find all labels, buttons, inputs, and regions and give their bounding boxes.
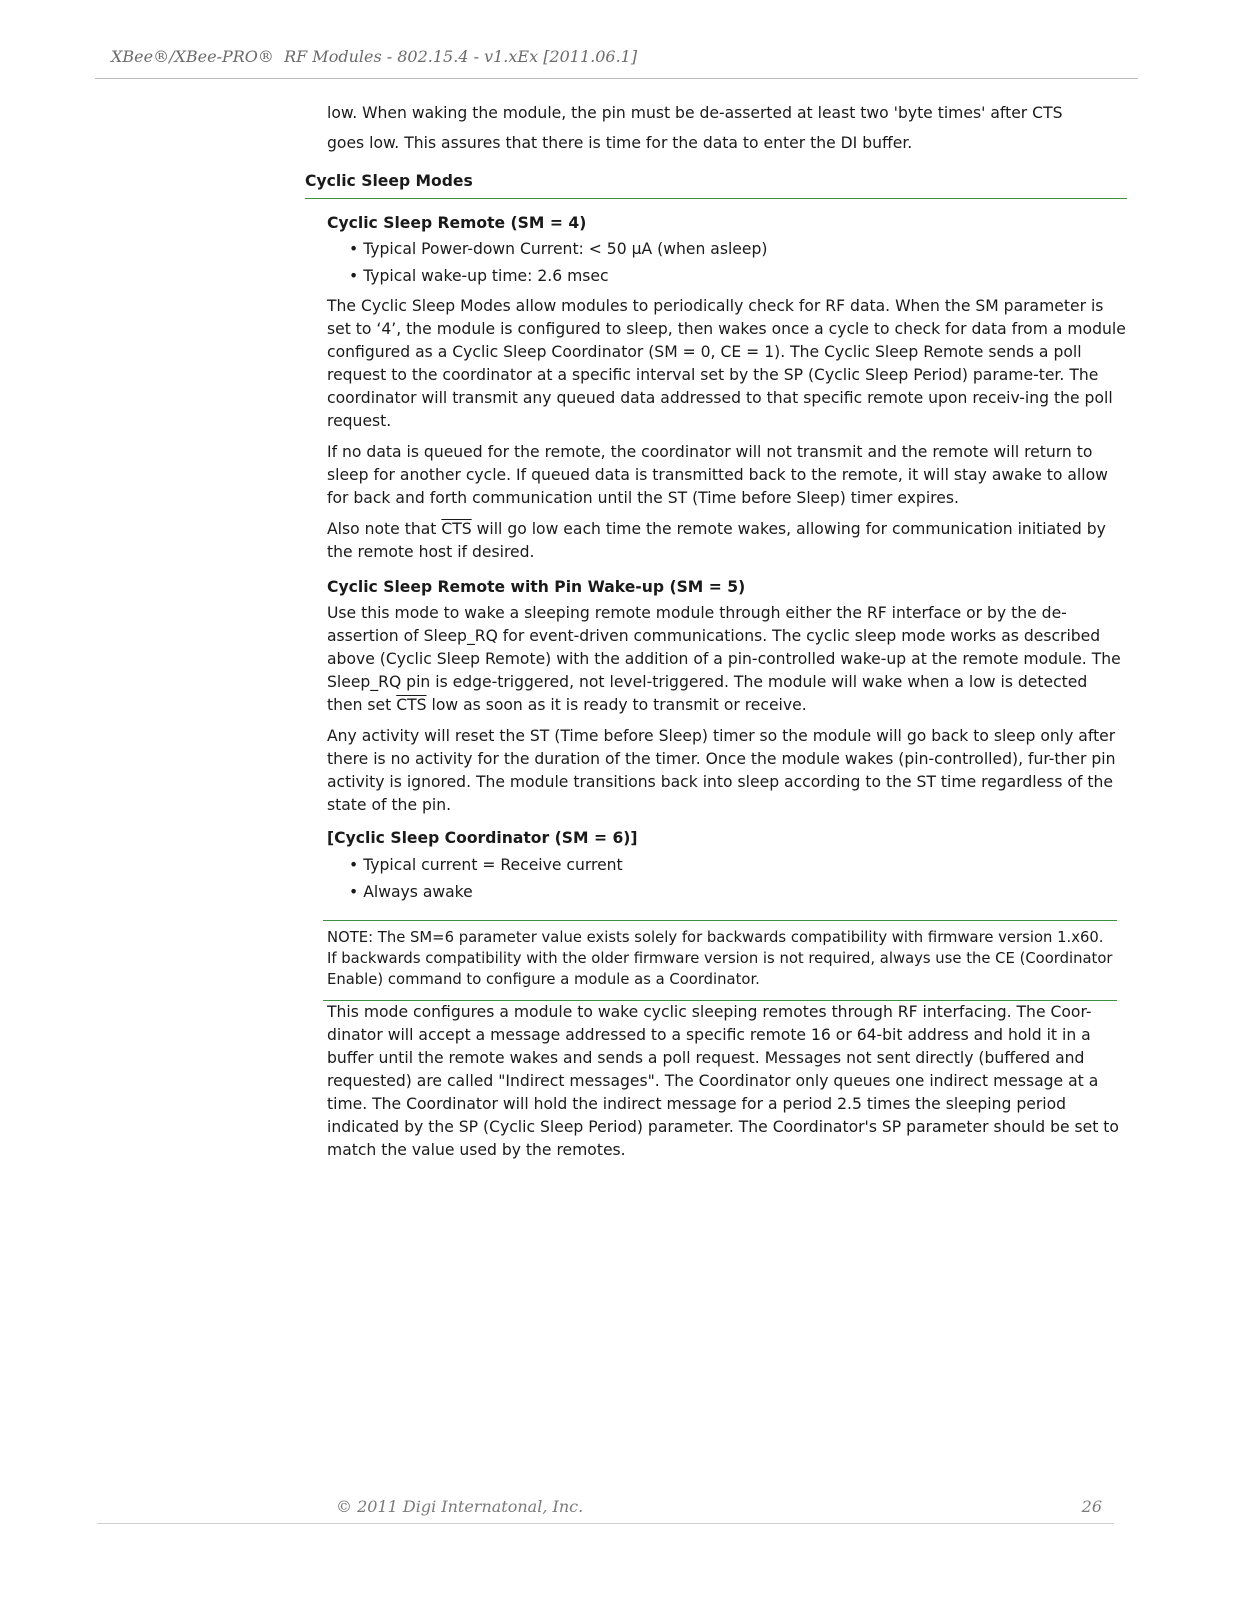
page-body (305, 98, 1127, 1170)
pin-wakeup-p1-text-before: Use this mode to wake a sleeping remote module through either the RF interface or by the de-assertion of Sleep_RQ for event-driven communications. The cyclic sleep mode works as described above (Cyclic Sleep Remote) with the addition of a pin-controlled wake-up at the remote module. The Sleep_RQ pin is edge-triggered, not level-triggered. The module will wake when a low is detected then set (327, 604, 1121, 714)
pin-wakeup-paragraph-1 (327, 602, 1127, 717)
pin-wakeup-heading: Cyclic Sleep Remote with Pin Wake-up (SM = 5) (327, 578, 746, 596)
footer-divider (97, 1523, 1114, 1524)
coordinator-bullet-list (327, 852, 1127, 906)
remote-paragraph-1: The Cyclic Sleep Modes allow modules to periodically check for RF data. When the SM parameter is set to ‘4’, the module is configured to sleep, then wakes once a cycle to check for data from a module configured as a Cyclic Sleep Coordinator (SM = 0, CE = 1). The Cyclic Sleep Remote sends a poll request to the coordinator at a specific interval set by the SP (Cyclic Sleep Period) parame-ter. The coordinator will transmit any queued data addressed to that specific remote upon receiv-ing the poll request. (327, 297, 1126, 430)
note-box: NOTE: The SM=6 parameter value exists solely for backwards compatibility with firmware version 1.x60. If backwards compatibility with the older firmware version is not required, always use the CE (Coordinator Enable) command to configure a module as a Coordinator. (323, 920, 1117, 1001)
page-footer (336, 1497, 1102, 1516)
coordinator-paragraph: This mode configures a module to wake cyclic sleeping remotes through RF interfacing. The Coor-dinator will accept a message addressed to a specific remote 16 or 64-bit address and hold it in a buffer until the remote wakes and sends a poll request. Messages not sent directly (buffered and requested) are called "Indirect messages". The Coordinator only queues one indirect message at a time. The Coordinator will hold the indirect message for a period 2.5 times the sleeping period indicated by the SP (Cyclic Sleep Period) parameter. The Coordinator's SP parameter should be set to match the value used by the remotes. (327, 1003, 1119, 1159)
section-title: Cyclic Sleep Modes (305, 170, 1127, 199)
pin-wakeup-paragraph-2: Any activity will reset the ST (Time before Sleep) timer so the module will go back to sleep only after there is no activity for the duration of the timer. Once the module wakes (pin-controlled), fur-ther pin activity is ignored. The module transitions back into sleep according to the ST time regardless of the state of the pin. (327, 727, 1116, 814)
pin-wakeup-p1-text-after: low as soon as it is ready to transmit or receive. (426, 696, 807, 714)
remote-bullet-list (327, 236, 1127, 290)
list-item: • Typical current = Receive current (349, 852, 1127, 879)
list-item: • Always awake (349, 879, 1127, 906)
cts-signal: $\overline{CTS}$ (396, 696, 427, 714)
cts-signal: $\overline{CTS}$ (441, 520, 472, 538)
footer-copyright: © 2011 Digi Internatonal, Inc. (336, 1497, 584, 1516)
running-header: XBee®/XBee-PRO® RF Modules - 802.15.4 - v1.xEx [2011.06.1] (111, 47, 638, 66)
remote-heading: Cyclic Sleep Remote (SM = 4) (327, 214, 587, 232)
intro-line-2: goes low. This assures that there is time for the data to enter the DI buffer. (327, 134, 913, 152)
header-divider (95, 78, 1138, 79)
intro-paragraph (327, 98, 1127, 158)
intro-line-1: low. When waking the module, the pin must be de-asserted at least two 'byte times' after CTS (327, 104, 1063, 122)
remote-p3-text-after: will go low each time the remote wakes, allowing for communication initiated by the remote host if desired. (327, 520, 1106, 561)
coordinator-heading: [Cyclic Sleep Coordinator (SM = 6)] (327, 829, 638, 847)
page-number: 26 (1081, 1497, 1102, 1516)
list-item: • Typical wake-up time: 2.6 msec (349, 263, 1127, 290)
remote-paragraph-2: If no data is queued for the remote, the coordinator will not transmit and the remote will return to sleep for another cycle. If queued data is transmitted back to the remote, it will stay awake to allow for back and forth communication until the ST (Time before Sleep) timer expires. (327, 443, 1108, 507)
list-item: • Typical Power-down Current: < 50 µA (when asleep) (349, 236, 1127, 263)
remote-paragraph-3 (327, 518, 1127, 564)
remote-p3-text-before: Also note that (327, 520, 442, 538)
